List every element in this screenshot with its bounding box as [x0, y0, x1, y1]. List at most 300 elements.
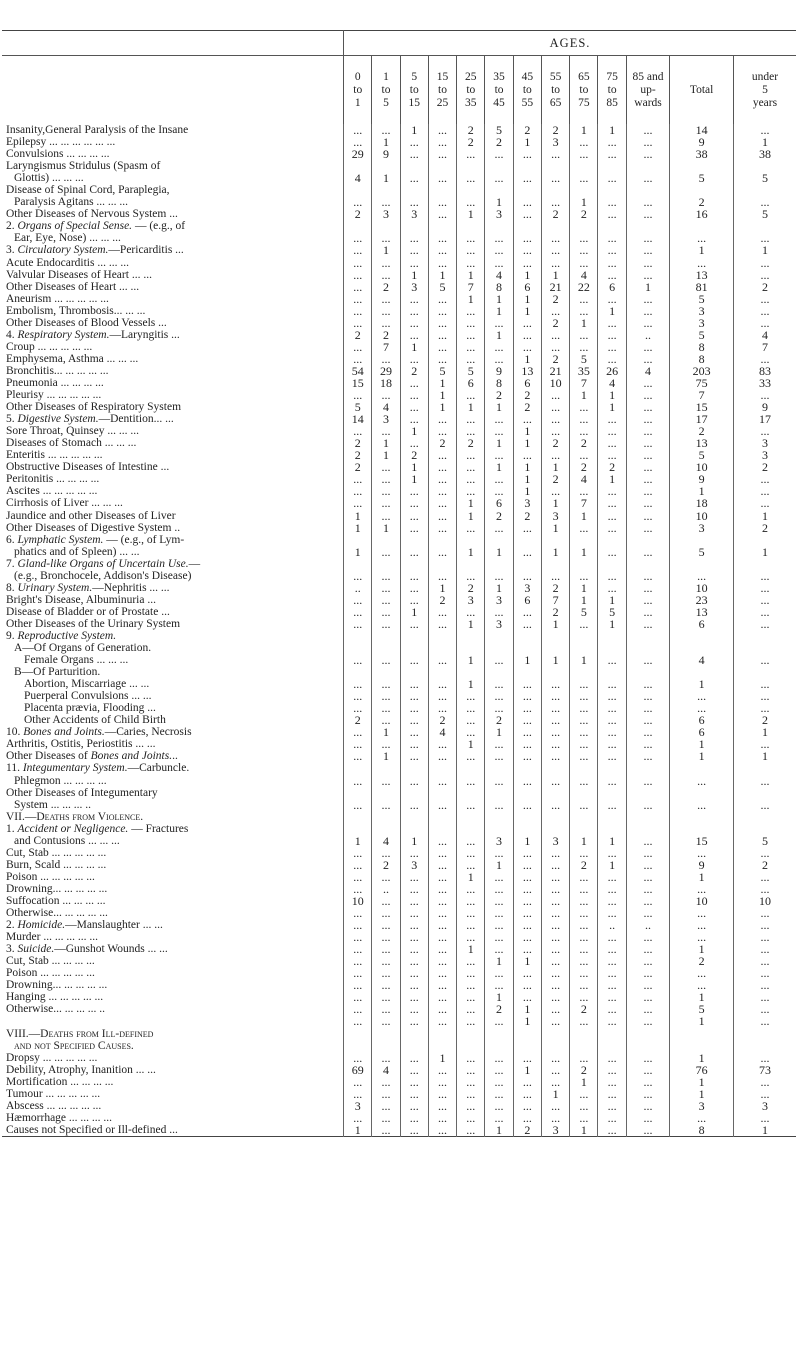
age-count-cell: ...: [626, 979, 670, 991]
age-count-cell: ...: [598, 907, 626, 919]
under-5-cell: ...: [733, 1003, 796, 1015]
cause-label: [2, 136, 344, 148]
table-row: [2, 666, 796, 678]
age-count-cell: ...: [485, 678, 513, 690]
age-count-cell: ...: [400, 907, 428, 919]
cause-label: [2, 714, 344, 726]
age-count-cell: [457, 811, 485, 823]
age-count-cell: [626, 666, 670, 678]
age-count-cell: ...: [598, 413, 626, 425]
cause-label: [2, 582, 344, 594]
age-count-cell: ...: [428, 1112, 456, 1124]
age-count-cell: ...: [400, 847, 428, 859]
age-count-cell: ...: [626, 401, 670, 413]
cause-label-continuation: Ear, Eye, Nose) ... ... ...: [14, 232, 121, 245]
total-cell: 1: [670, 1088, 734, 1100]
age-count-cell: 2: [372, 281, 400, 293]
cause-label-text: Insanity,General Paralysis of the Insane: [6, 124, 189, 136]
age-count-cell: 1: [485, 582, 513, 594]
under-5-cell: ...: [733, 979, 796, 991]
age-count-cell: ...: [541, 401, 569, 413]
total-cell: 2: [670, 425, 734, 437]
table-row: [2, 1015, 796, 1027]
age-count-cell: 1: [541, 522, 569, 534]
age-count-cell: ...: [372, 787, 400, 811]
age-count-cell: ...: [457, 1052, 485, 1064]
age-count-cell: 3: [541, 510, 569, 522]
age-count-cell: ...: [372, 762, 400, 786]
age-count-cell: 1: [541, 618, 569, 630]
age-count-cell: ...: [428, 1076, 456, 1088]
age-count-cell: 1: [570, 594, 598, 606]
age-count-cell: ...: [428, 738, 456, 750]
age-count-cell: ...: [541, 341, 569, 353]
age-count-cell: 1: [485, 184, 513, 208]
age-count-cell: ...: [626, 220, 670, 244]
age-count-cell: ...: [457, 714, 485, 726]
age-count-cell: 6: [457, 377, 485, 389]
cause-label: [2, 558, 344, 582]
total-cell: 13: [670, 269, 734, 281]
age-count-cell: ...: [626, 1088, 670, 1100]
age-count-cell: ...: [513, 762, 541, 786]
age-count-cell: ...: [598, 895, 626, 907]
age-count-cell: ...: [372, 919, 400, 931]
age-count-cell: ...: [400, 244, 428, 256]
age-count-cell: ...: [457, 690, 485, 702]
age-column-header: 45 to 55: [513, 56, 541, 125]
cause-label-text: Croup ... ... ... ... ...: [6, 340, 93, 353]
age-count-cell: ...: [513, 883, 541, 895]
total-cell: 4: [670, 654, 734, 666]
age-count-cell: ...: [626, 461, 670, 473]
age-count-cell: 2: [428, 594, 456, 606]
under-5-cell: 38: [733, 148, 796, 160]
total-cell: 1: [670, 244, 734, 256]
age-count-cell: 3: [400, 281, 428, 293]
age-count-cell: [400, 811, 428, 823]
age-count-cell: ...: [457, 317, 485, 329]
age-count-cell: 21: [541, 281, 569, 293]
age-count-cell: ...: [428, 871, 456, 883]
age-count-cell: [626, 1028, 670, 1052]
age-count-cell: ...: [626, 907, 670, 919]
cause-label-text: Pneumonia ... ... ... ...: [6, 376, 104, 389]
age-count-cell: [598, 630, 626, 642]
cause-label-continuation: System ... ... ... ..: [14, 798, 91, 811]
cause-label-text: Other Diseases of Integumentary: [6, 786, 158, 799]
age-count-cell: ...: [372, 269, 400, 281]
age-count-cell: ...: [344, 979, 372, 991]
under-5-cell: ...: [733, 124, 796, 136]
cause-label-text: 3. Circulatory System.—Pericarditis ...: [6, 244, 184, 257]
under-5-cell: ...: [733, 305, 796, 317]
table-row: [2, 919, 796, 931]
age-count-cell: ...: [485, 244, 513, 256]
age-count-cell: ...: [570, 1015, 598, 1027]
cause-label: [2, 787, 344, 811]
age-count-cell: ...: [513, 738, 541, 750]
age-count-cell: ...: [570, 1100, 598, 1112]
age-count-cell: ...: [513, 606, 541, 618]
age-count-cell: 1: [513, 269, 541, 281]
cause-label: [2, 594, 344, 606]
age-count-cell: ...: [541, 678, 569, 690]
cause-label: [2, 473, 344, 485]
age-count-cell: 2: [400, 449, 428, 461]
cause-label-text: Obstructive Diseases of Intestine ...: [6, 461, 170, 474]
age-count-cell: ...: [570, 522, 598, 534]
total-cell: 1: [670, 943, 734, 955]
age-count-cell: ...: [400, 690, 428, 702]
age-count-cell: ...: [598, 329, 626, 341]
table-row: [2, 353, 796, 365]
total-cell: 16: [670, 208, 734, 220]
age-count-cell: 2: [457, 582, 485, 594]
age-count-cell: ...: [626, 859, 670, 871]
age-count-cell: ...: [598, 847, 626, 859]
age-count-cell: ...: [598, 750, 626, 762]
age-count-cell: 5: [485, 124, 513, 136]
under-5-cell: ...: [733, 702, 796, 714]
age-count-cell: ...: [372, 690, 400, 702]
age-count-cell: 1: [570, 510, 598, 522]
age-count-cell: ...: [344, 1015, 372, 1027]
age-count-cell: ...: [598, 353, 626, 365]
table-row: [2, 943, 796, 955]
age-count-cell: [344, 666, 372, 678]
total-cell: ...: [670, 220, 734, 244]
age-count-cell: ...: [598, 943, 626, 955]
age-count-cell: 1: [400, 473, 428, 485]
cause-label-text: Drowning... ... ... ... ...: [6, 979, 108, 992]
age-count-cell: ...: [400, 353, 428, 365]
age-count-cell: ...: [541, 305, 569, 317]
age-count-cell: ...: [485, 148, 513, 160]
age-count-cell: ...: [570, 160, 598, 184]
cause-label: [2, 1003, 344, 1015]
cause-label-text: Arthritis, Ostitis, Periostitis ... ...: [6, 738, 156, 751]
age-count-cell: ...: [626, 353, 670, 365]
age-count-cell: ...: [541, 919, 569, 931]
age-count-cell: 1: [457, 534, 485, 558]
age-count-cell: ...: [428, 979, 456, 991]
age-count-cell: ...: [428, 461, 456, 473]
age-count-cell: ...: [372, 1076, 400, 1088]
table-row: [2, 208, 796, 220]
age-count-cell: ...: [485, 979, 513, 991]
cause-label-text: Bright's Disease, Albuminuria ...: [6, 593, 156, 606]
age-count-cell: ...: [541, 1052, 569, 1064]
age-count-cell: [485, 811, 513, 823]
cause-label-text: Laryngismus Stridulus (Spasm of: [6, 160, 161, 173]
age-count-cell: 2: [541, 208, 569, 220]
age-count-cell: ...: [344, 1003, 372, 1015]
age-count-cell: ...: [598, 955, 626, 967]
age-count-cell: ...: [570, 762, 598, 786]
total-cell: 38: [670, 148, 734, 160]
age-count-cell: ...: [513, 678, 541, 690]
age-count-cell: [570, 1028, 598, 1052]
age-count-cell: ...: [513, 257, 541, 269]
age-column-header: 15 to 25: [428, 56, 456, 125]
age-count-cell: ...: [457, 1003, 485, 1015]
age-count-cell: 1: [372, 244, 400, 256]
age-count-cell: 3: [344, 1100, 372, 1112]
age-count-cell: ...: [570, 678, 598, 690]
total-cell: 1: [670, 1052, 734, 1064]
age-count-cell: ...: [570, 136, 598, 148]
age-count-cell: ...: [626, 305, 670, 317]
age-count-cell: 8: [485, 281, 513, 293]
under-5-cell: 2: [733, 714, 796, 726]
age-count-cell: 5: [570, 353, 598, 365]
age-column-header: 1 to 5: [372, 56, 400, 125]
age-count-cell: ...: [428, 618, 456, 630]
age-count-cell: 1: [400, 269, 428, 281]
total-cell: ...: [670, 931, 734, 943]
age-count-cell: ...: [485, 160, 513, 184]
age-count-cell: ...: [372, 389, 400, 401]
age-count-cell: ...: [344, 594, 372, 606]
total-cell: 1: [670, 485, 734, 497]
age-count-cell: ...: [344, 678, 372, 690]
total-cell: ...: [670, 919, 734, 931]
age-count-cell: ...: [570, 485, 598, 497]
age-count-cell: ...: [428, 750, 456, 762]
age-count-cell: ...: [344, 606, 372, 618]
age-count-cell: 4: [570, 473, 598, 485]
under-5-cell: 5: [733, 823, 796, 847]
age-count-cell: [428, 666, 456, 678]
age-count-cell: ...: [626, 1124, 670, 1137]
age-count-cell: [428, 811, 456, 823]
under-5-cell: 33: [733, 377, 796, 389]
cause-label: [2, 847, 344, 859]
age-count-cell: ...: [457, 244, 485, 256]
age-count-cell: 54: [344, 365, 372, 377]
age-count-cell: [513, 1028, 541, 1052]
age-count-cell: ...: [400, 558, 428, 582]
age-count-cell: ...: [513, 991, 541, 1003]
cause-label-text: Drowning... ... ... ... ...: [6, 882, 108, 895]
age-count-cell: ...: [372, 184, 400, 208]
age-count-cell: ...: [485, 1088, 513, 1100]
age-count-cell: [457, 630, 485, 642]
age-count-cell: ...: [570, 738, 598, 750]
age-count-cell: ...: [372, 497, 400, 509]
age-count-cell: ...: [400, 678, 428, 690]
age-count-cell: ...: [344, 955, 372, 967]
age-count-cell: ...: [485, 931, 513, 943]
cause-label-continuation: Phlegmon ... ... ... ...: [14, 774, 107, 787]
cause-label: [2, 1052, 344, 1064]
age-count-cell: 1: [400, 341, 428, 353]
age-count-cell: 2: [344, 714, 372, 726]
age-count-cell: ...: [541, 991, 569, 1003]
age-count-cell: ...: [344, 690, 372, 702]
age-count-cell: 2: [570, 208, 598, 220]
age-count-cell: ...: [485, 702, 513, 714]
total-cell: 3: [670, 522, 734, 534]
age-count-cell: ...: [485, 847, 513, 859]
cause-label-text: Valvular Diseases of Heart ... ...: [6, 268, 152, 281]
age-count-cell: ...: [598, 991, 626, 1003]
age-count-cell: ...: [598, 510, 626, 522]
cause-label: [2, 1112, 344, 1124]
age-count-cell: ...: [428, 702, 456, 714]
age-count-cell: [457, 666, 485, 678]
table-row: [2, 594, 796, 606]
age-count-cell: ...: [428, 473, 456, 485]
age-count-cell: ...: [344, 1052, 372, 1064]
age-count-cell: 1: [513, 485, 541, 497]
age-count-cell: ...: [344, 750, 372, 762]
age-count-cell: ...: [344, 341, 372, 353]
age-count-cell: ...: [428, 425, 456, 437]
age-count-cell: ...: [570, 401, 598, 413]
cause-label-continuation: phatics and of Spleen) ... ...: [14, 545, 140, 558]
under-5-cell: ...: [733, 606, 796, 618]
table-row: [2, 401, 796, 413]
age-count-cell: ...: [457, 1088, 485, 1100]
age-count-cell: ...: [598, 1052, 626, 1064]
age-count-cell: 1: [457, 510, 485, 522]
table-row: [2, 967, 796, 979]
age-count-cell: ...: [428, 136, 456, 148]
age-count-cell: ...: [344, 871, 372, 883]
total-cell: 1: [670, 738, 734, 750]
age-count-cell: ...: [344, 1112, 372, 1124]
age-count-cell: ...: [372, 473, 400, 485]
age-count-cell: ...: [541, 148, 569, 160]
age-count-cell: 3: [485, 208, 513, 220]
age-count-cell: 4: [598, 377, 626, 389]
table-row: [2, 678, 796, 690]
table-row: [2, 702, 796, 714]
age-count-cell: ...: [372, 317, 400, 329]
age-count-cell: 10: [541, 377, 569, 389]
age-count-cell: ...: [400, 738, 428, 750]
age-count-cell: ...: [428, 1088, 456, 1100]
age-count-cell: ...: [570, 449, 598, 461]
age-count-cell: ...: [372, 943, 400, 955]
age-count-cell: ...: [485, 1112, 513, 1124]
age-count-cell: 2: [541, 293, 569, 305]
age-count-cell: ...: [485, 413, 513, 425]
age-count-cell: ...: [570, 341, 598, 353]
cause-label: [2, 449, 344, 461]
total-cell: ...: [670, 883, 734, 895]
table-row: [2, 847, 796, 859]
age-count-cell: 1: [428, 582, 456, 594]
age-count-cell: ...: [570, 305, 598, 317]
total-cell: ...: [670, 847, 734, 859]
age-count-cell: [598, 666, 626, 678]
under-5-cell: ...: [733, 1112, 796, 1124]
total-cell: [670, 666, 734, 678]
age-count-cell: ...: [344, 931, 372, 943]
cause-label: [2, 425, 344, 437]
age-count-cell: 2: [513, 401, 541, 413]
age-count-cell: ...: [344, 919, 372, 931]
age-count-cell: [372, 630, 400, 642]
cause-label-text: 2. Organs of Special Sense. — (e.g., of: [6, 220, 186, 233]
age-count-cell: 35: [570, 365, 598, 377]
age-count-cell: ...: [457, 522, 485, 534]
age-count-cell: ...: [344, 558, 372, 582]
age-count-cell: ...: [344, 907, 372, 919]
age-count-cell: ...: [428, 859, 456, 871]
under-5-cell: 9: [733, 401, 796, 413]
age-count-cell: 7: [372, 341, 400, 353]
age-count-cell: ...: [344, 389, 372, 401]
cause-label-text: Other Accidents of Child Birth: [24, 714, 166, 727]
age-count-cell: 4: [372, 1064, 400, 1076]
under-5-cell: 2: [733, 461, 796, 473]
age-count-cell: ...: [570, 558, 598, 582]
under-5-cell: [733, 1028, 796, 1052]
total-cell: 1: [670, 1076, 734, 1088]
age-count-cell: ...: [400, 654, 428, 666]
table-row: [2, 389, 796, 401]
age-count-cell: ...: [400, 510, 428, 522]
cause-label: [2, 510, 344, 522]
under-5-cell: 3: [733, 1100, 796, 1112]
age-count-cell: ...: [457, 413, 485, 425]
age-count-cell: ...: [457, 473, 485, 485]
age-count-cell: ...: [400, 931, 428, 943]
cause-label: [2, 606, 344, 618]
under-5-cell: ...: [733, 678, 796, 690]
age-count-cell: ...: [626, 148, 670, 160]
age-count-cell: 1: [570, 317, 598, 329]
age-count-cell: ...: [344, 654, 372, 666]
age-count-cell: 1: [485, 305, 513, 317]
age-count-cell: 7: [570, 377, 598, 389]
age-count-cell: ...: [598, 654, 626, 666]
table-row: [2, 762, 796, 786]
age-count-cell: ...: [344, 943, 372, 955]
age-count-cell: ..: [344, 582, 372, 594]
age-count-cell: ...: [344, 618, 372, 630]
cause-label-text: Cut, Stab ... ... ... ...: [6, 955, 95, 968]
table-row: [2, 811, 796, 823]
age-count-cell: ...: [457, 485, 485, 497]
age-count-cell: 5: [344, 401, 372, 413]
total-cell: 9: [670, 473, 734, 485]
age-count-cell: ...: [541, 883, 569, 895]
age-count-cell: ...: [541, 967, 569, 979]
age-count-cell: ...: [344, 1076, 372, 1088]
age-count-cell: ...: [541, 1112, 569, 1124]
cause-label-text: 10. Bones and Joints.—Caries, Necrosis: [6, 726, 192, 739]
age-count-cell: ...: [541, 738, 569, 750]
age-count-cell: ...: [400, 148, 428, 160]
under-5-cell: ...: [733, 558, 796, 582]
age-count-cell: ...: [400, 1076, 428, 1088]
cause-label-text: 7. Gland-like Organs of Uncertain Use.—: [6, 557, 201, 570]
age-count-cell: ...: [372, 510, 400, 522]
age-count-cell: [428, 630, 456, 642]
age-count-cell: ...: [541, 257, 569, 269]
age-count-cell: 3: [541, 1124, 569, 1137]
cause-label-continuation: and Contusions ... ... ...: [14, 834, 120, 847]
age-count-cell: 7: [457, 281, 485, 293]
age-count-cell: ...: [598, 931, 626, 943]
age-count-cell: ...: [344, 305, 372, 317]
total-cell: 13: [670, 606, 734, 618]
